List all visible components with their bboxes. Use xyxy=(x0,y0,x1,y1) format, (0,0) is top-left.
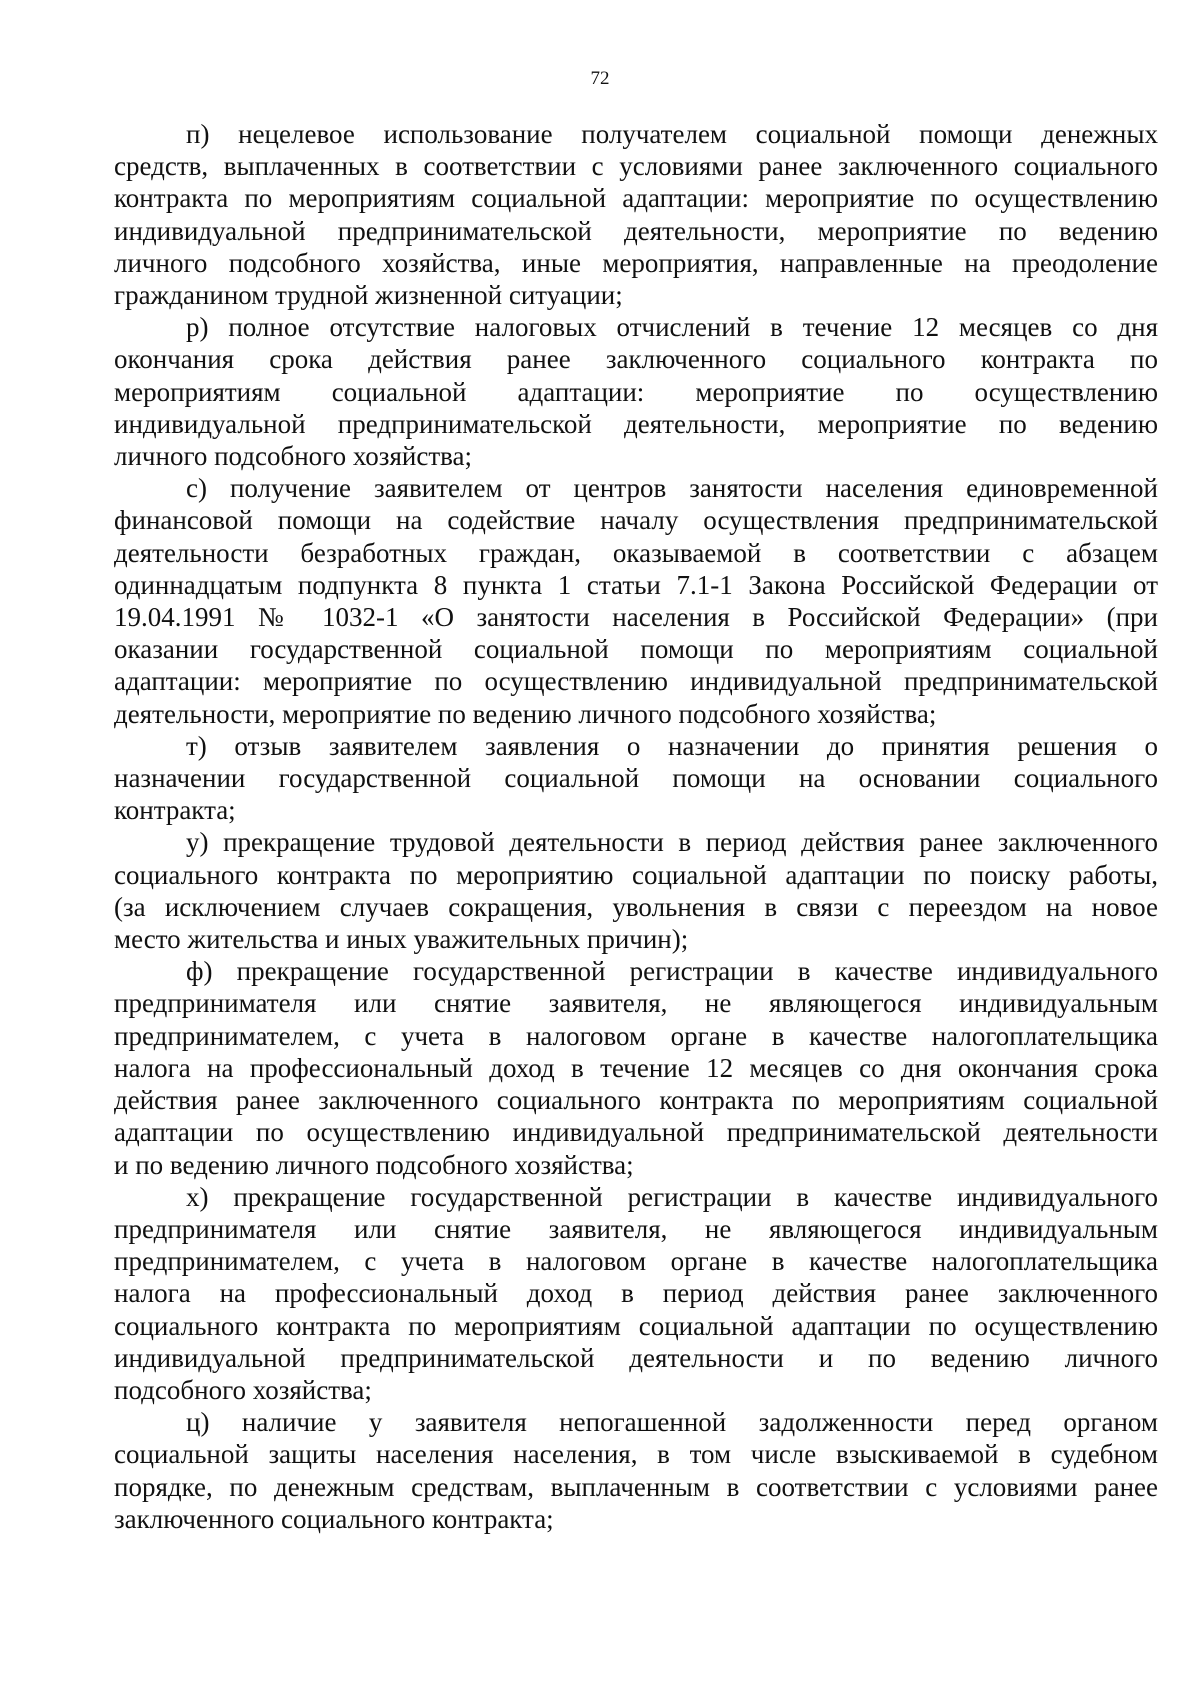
paragraph-line: индивидуальной предпринимательской деятельности, мероприятие по ведению xyxy=(114,408,1158,439)
paragraph-p xyxy=(114,118,1158,311)
paragraph-u xyxy=(114,826,1158,955)
paragraph-t xyxy=(114,730,1158,827)
paragraph-f xyxy=(114,955,1158,1180)
paragraph-line: у) прекращение трудовой деятельности в период действия ранее заключенного xyxy=(186,827,1158,858)
paragraph-line: и по ведению личного подсобного хозяйства; xyxy=(114,1149,634,1180)
paragraph-line: предпринимателем, с учета в налоговом органе в качестве налогоплательщика xyxy=(114,1246,1158,1277)
paragraph-line: деятельности, мероприятие по ведению личного подсобного хозяйства; xyxy=(114,698,937,729)
paragraph-line: заключенного социального контракта; xyxy=(114,1503,554,1534)
paragraph-line: социального контракта по мероприятиям социальной адаптации по осуществлению xyxy=(114,1310,1158,1341)
paragraph-line: адаптации по осуществлению индивидуальной предпринимательской деятельности xyxy=(114,1117,1158,1148)
paragraph-h xyxy=(114,1181,1158,1406)
paragraph-line: финансовой помощи на содействие началу осуществления предпринимательской xyxy=(114,505,1158,536)
paragraph-line: порядке, по денежным средствам, выплаченным в соответствии с условиями ранее xyxy=(114,1471,1158,1502)
paragraph-line: ф) прекращение государственной регистрации в качестве индивидуального xyxy=(186,956,1158,987)
paragraph-line: средств, выплаченных в соответствии с условиями ранее заключенного социального xyxy=(114,151,1158,182)
paragraph-line: налога на профессиональный доход в период действия ранее заключенного xyxy=(114,1278,1158,1309)
paragraph-line: окончания срока действия ранее заключенного социального контракта по xyxy=(114,344,1158,375)
paragraph-line: индивидуальной предпринимательской деятельности, мероприятие по ведению xyxy=(114,215,1158,246)
paragraph-line: подсобного хозяйства; xyxy=(114,1374,372,1405)
paragraph-line: личного подсобного хозяйства, иные мероприятия, направленные на преодоление xyxy=(114,247,1158,278)
paragraph-line: налога на профессиональный доход в течение 12 месяцев со дня окончания срока xyxy=(114,1052,1158,1083)
paragraph-line: социальной защиты населения населения, в том числе взыскиваемой в судебном xyxy=(114,1439,1158,1470)
paragraph-line: одиннадцатым подпункта 8 пункта 1 статьи 7.1-1 Закона Российской Федерации от xyxy=(114,569,1158,600)
paragraph-line: с) получение заявителем от центров занятости населения единовременной xyxy=(186,473,1158,504)
paragraph-line: х) прекращение государственной регистрации в качестве индивидуального xyxy=(186,1181,1158,1212)
paragraph-line: назначении государственной социальной помощи на основании социального xyxy=(114,763,1158,794)
paragraph-ts xyxy=(114,1406,1158,1535)
document-body xyxy=(114,118,1158,1535)
paragraph-line: предпринимателя или снятие заявителя, не являющегося индивидуальным xyxy=(114,988,1158,1019)
paragraph-line: т) отзыв заявителем заявления о назначении до принятия решения о xyxy=(186,730,1158,761)
paragraph-line: действия ранее заключенного социального контракта по мероприятиям социальной xyxy=(114,1085,1158,1116)
paragraph-line: мероприятиям социальной адаптации: мероприятие по осуществлению xyxy=(114,376,1158,407)
paragraph-line: контракта; xyxy=(114,795,236,826)
paragraph-line: (за исключением случаев сокращения, увольнения в связи с переездом на новое xyxy=(114,891,1158,922)
page-number: 72 xyxy=(590,68,610,89)
paragraph-line: адаптации: мероприятие по осуществлению индивидуальной предпринимательской xyxy=(114,666,1158,697)
paragraph-s xyxy=(114,472,1158,730)
paragraph-line: гражданином трудной жизненной ситуации; xyxy=(114,280,623,311)
paragraph-line: социального контракта по мероприятию социальной адаптации по поиску работы, xyxy=(114,859,1158,890)
paragraph-line: индивидуальной предпринимательской деятельности и по ведению личного xyxy=(114,1342,1158,1373)
paragraph-line: п) нецелевое использование получателем социальной помощи денежных xyxy=(186,119,1158,149)
paragraph-line: оказании государственной социальной помощи по мероприятиям социальной xyxy=(114,634,1158,665)
paragraph-r xyxy=(114,311,1158,472)
paragraph-line: контракта по мероприятиям социальной адаптации: мероприятие по осуществлению xyxy=(114,183,1158,214)
paragraph-line: место жительства и иных уважительных причин); xyxy=(114,924,689,955)
paragraph-line: предпринимателя или снятие заявителя, не являющегося индивидуальным xyxy=(114,1213,1158,1244)
paragraph-line: р) полное отсутствие налоговых отчислений в течение 12 месяцев со дня xyxy=(186,312,1158,343)
paragraph-line: предпринимателем, с учета в налоговом органе в качестве налогоплательщика xyxy=(114,1020,1158,1051)
paragraph-line: личного подсобного хозяйства; xyxy=(114,441,473,472)
paragraph-line: ц) наличие у заявителя непогашенной задолженности перед органом xyxy=(186,1407,1158,1438)
paragraph-line: 19.04.1991 № 1032-1 «О занятости населения в Российской Федерации» (при xyxy=(114,602,1158,633)
paragraph-line: деятельности безработных граждан, оказываемой в соответствии с абзацем xyxy=(114,537,1158,568)
